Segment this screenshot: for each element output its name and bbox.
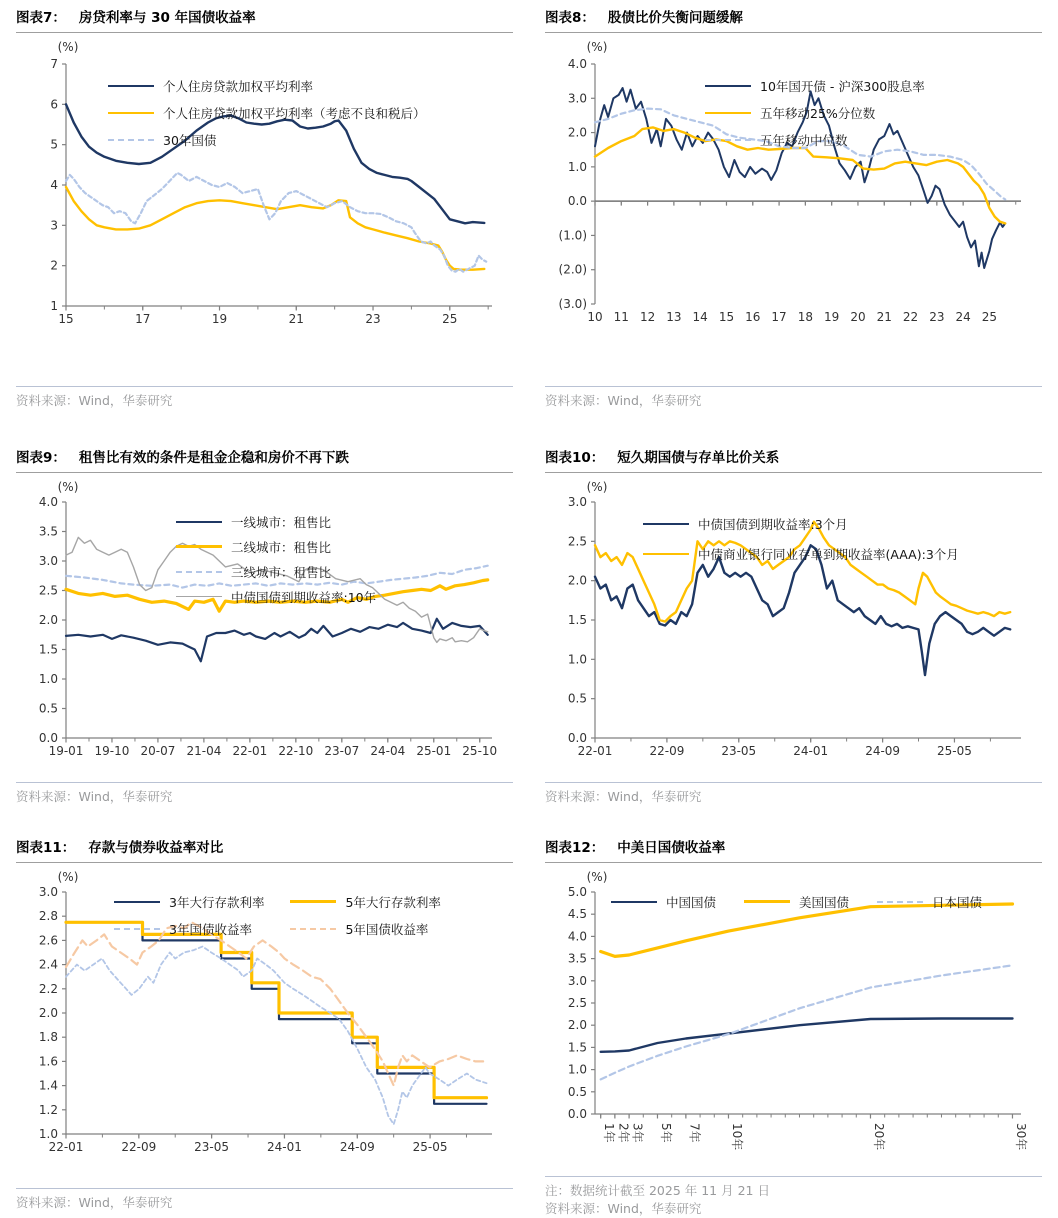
legend-line-swatch — [705, 139, 751, 141]
legend-line-swatch — [108, 112, 154, 114]
chart-legend — [108, 77, 426, 149]
y-tick-label: 3.0 — [38, 884, 58, 899]
legend-line-swatch — [705, 85, 751, 87]
y-tick-label: 3.5 — [567, 951, 587, 966]
y-tick-label: 6 — [50, 97, 58, 112]
y-tick-label: 4 — [50, 177, 58, 192]
x-tick-label: 20-07 — [140, 743, 176, 758]
y-tick-label: (2.0) — [558, 262, 587, 277]
y-tick-label: 2.5 — [38, 583, 58, 598]
figure-title — [16, 840, 513, 857]
y-tick-label: 1.0 — [38, 671, 58, 686]
y-tick-label: 2.0 — [38, 612, 58, 627]
x-tick-label: 12 — [639, 309, 656, 324]
x-tick-label: 20 — [850, 309, 866, 324]
legend-label: 30年国债 — [163, 132, 217, 148]
figure-title — [545, 450, 1042, 467]
chart-legend — [643, 515, 959, 563]
legend-label: 3年大行存款利率 — [169, 894, 265, 910]
source-text: 资料来源：Wind，华泰研究 — [545, 788, 702, 804]
y-tick-label: (3.0) — [558, 296, 587, 311]
legend-label: 一线城市：租售比 — [231, 514, 332, 530]
y-tick-label: 7 — [50, 56, 58, 71]
y-tick-label: 0.0 — [38, 730, 58, 745]
x-tick-label: 18 — [797, 309, 814, 324]
chart-area — [545, 473, 1042, 778]
chart-legend — [705, 77, 925, 149]
y-tick-label: 5 — [50, 137, 58, 152]
x-tick-label: 24 — [955, 309, 971, 324]
legend-item — [176, 563, 376, 581]
x-tick-label: 15 — [58, 311, 74, 326]
legend-item — [290, 893, 440, 911]
x-tick-label: 2年 — [616, 1122, 631, 1143]
x-tick-label: 11 — [613, 309, 629, 324]
y-tick-label: 3.0 — [567, 973, 587, 988]
series-cgb-30y-yield — [66, 173, 486, 272]
legend-label: 10年国开债 - 沪深300股息率 — [760, 78, 925, 94]
legend-label: 个人住房贷款加权平均利率 — [163, 78, 314, 94]
y-tick-label: 2.0 — [567, 573, 587, 588]
x-tick-label: 17 — [771, 309, 787, 324]
x-tick-label: 16 — [745, 309, 761, 324]
chart-area — [16, 473, 513, 778]
x-tick-label: 25-10 — [462, 743, 498, 758]
legend-item — [108, 104, 426, 122]
x-tick-label: 23-07 — [324, 743, 360, 758]
x-tick-label: 22-01 — [577, 743, 613, 758]
legend-label: 日本国债 — [932, 894, 983, 910]
y-axis-unit-label: (%) — [586, 479, 608, 494]
y-tick-label: 0.0 — [567, 1106, 587, 1121]
series-mortgage-rate-after-npl-tax — [66, 187, 484, 270]
x-tick-label: 23 — [365, 311, 381, 326]
legend-line-swatch — [114, 928, 160, 930]
y-tick-label: 1.6 — [38, 1054, 58, 1069]
x-tick-label: 10 — [587, 309, 603, 324]
y-tick-label: 2.4 — [38, 957, 58, 972]
chart-legend — [176, 513, 376, 606]
figure-source — [16, 782, 513, 806]
y-tick-label: 2.5 — [567, 995, 587, 1010]
y-tick-label: 2.0 — [567, 125, 587, 140]
figure-9-header — [16, 450, 513, 473]
x-tick-label: 17 — [135, 311, 151, 326]
x-tick-label: 10年 — [729, 1122, 744, 1151]
x-tick-label: 24-01 — [267, 1139, 302, 1154]
legend-label: 5年国债收益率 — [345, 921, 429, 937]
source-text: 资料来源：Wind，华泰研究 — [16, 392, 173, 408]
legend-item — [705, 104, 925, 122]
legend-label: 5年大行存款利率 — [345, 894, 441, 910]
figure-10-header — [545, 450, 1042, 473]
figure-title-text: 中美日国债收益率 — [617, 840, 726, 856]
x-tick-label: 19 — [824, 309, 840, 324]
figure-source — [545, 782, 1042, 806]
y-tick-label: 4.5 — [567, 907, 587, 922]
x-tick-label: 25-01 — [416, 743, 452, 758]
x-tick-label: 13 — [666, 309, 682, 324]
line-chart-canvas — [545, 868, 1045, 1176]
figure-7-header — [16, 10, 513, 33]
legend-item — [643, 545, 959, 563]
x-tick-label: 5年 — [658, 1122, 673, 1143]
legend-line-swatch — [108, 139, 154, 141]
legend-label: 中债国债到期收益率:3个月 — [698, 516, 848, 532]
legend-line-swatch — [114, 901, 160, 903]
figure-title — [16, 450, 513, 467]
figure-title-text: 房贷利率与 30 年国债收益率 — [78, 10, 256, 26]
x-tick-label: 24-09 — [339, 1139, 375, 1154]
figure-9 — [0, 440, 529, 830]
x-tick-label: 24-09 — [865, 743, 901, 758]
legend-label: 五年移动中位数 — [760, 132, 848, 148]
chart-legend — [611, 893, 982, 911]
figure-title-text: 短久期国债与存单比价关系 — [617, 450, 780, 466]
legend-item — [176, 588, 376, 606]
x-tick-label: 23-05 — [194, 1139, 230, 1154]
x-tick-label: 3年 — [630, 1122, 645, 1143]
figure-source — [16, 1188, 513, 1212]
figure-11 — [0, 830, 529, 1218]
source-text: 资料来源：Wind，华泰研究 — [545, 392, 702, 408]
figure-12-header — [545, 840, 1042, 863]
figure-12 — [529, 830, 1058, 1218]
y-tick-label: 1.0 — [567, 159, 587, 174]
chart-area — [16, 33, 513, 348]
x-tick-label: 20年 — [871, 1122, 886, 1151]
legend-line-swatch — [176, 521, 222, 523]
y-tick-label: 1.4 — [38, 1078, 58, 1093]
legend-item — [877, 893, 982, 911]
legend-line-swatch — [290, 928, 336, 930]
x-tick-label: 22-09 — [121, 1139, 157, 1154]
y-tick-label: 1.5 — [567, 1040, 587, 1055]
y-tick-label: 4.0 — [38, 494, 58, 509]
figure-11-header — [16, 840, 513, 863]
legend-line-swatch — [290, 900, 336, 903]
y-tick-label: (1.0) — [558, 228, 587, 243]
x-tick-label: 22 — [902, 309, 919, 324]
figure-number: 图表12： — [545, 840, 605, 856]
chart-area — [545, 33, 1042, 348]
y-tick-label: 2.2 — [38, 981, 58, 996]
legend-line-swatch — [176, 545, 222, 548]
y-tick-label: 1.0 — [38, 1126, 58, 1141]
legend-label: 中债商业银行同业存单到期收益率(AAA):3个月 — [698, 546, 959, 562]
figure-title-text: 存款与债券收益率对比 — [88, 840, 224, 856]
x-tick-label: 22-01 — [48, 1139, 84, 1154]
figure-source — [545, 386, 1042, 410]
legend-label: 五年移动25%分位数 — [760, 105, 876, 121]
legend-item — [290, 920, 440, 938]
figure-number: 图表9： — [16, 450, 66, 466]
y-tick-label: 1.0 — [567, 652, 587, 667]
x-tick-label: 25 — [981, 309, 998, 324]
y-tick-label: 1 — [50, 298, 58, 313]
legend-label: 美国国债 — [799, 894, 850, 910]
y-tick-label: 4.0 — [567, 929, 587, 944]
legend-label: 三线城市：租售比 — [231, 564, 332, 580]
x-tick-label: 30年 — [1013, 1122, 1028, 1151]
legend-line-swatch — [108, 85, 154, 87]
y-tick-label: 2.5 — [567, 534, 587, 549]
chart-area — [545, 863, 1042, 1176]
figure-title-text: 股债比价失衡问题缓解 — [607, 10, 743, 26]
legend-item — [611, 893, 716, 911]
figure-title-text: 租售比有效的条件是租金企稳和房价不再下跌 — [78, 450, 349, 466]
x-tick-label: 24-01 — [793, 743, 829, 758]
figure-source — [16, 386, 513, 410]
y-axis-unit-label: (%) — [586, 869, 608, 884]
legend-line-swatch — [705, 112, 751, 114]
x-tick-label: 23-05 — [721, 743, 757, 758]
x-tick-label: 7年 — [687, 1122, 702, 1143]
figure-title — [545, 10, 1042, 27]
y-axis-unit-label: (%) — [57, 869, 79, 884]
y-tick-label: 0.0 — [567, 194, 587, 209]
legend-item — [176, 538, 376, 556]
y-tick-label: 1.2 — [38, 1102, 58, 1117]
figure-8 — [529, 0, 1058, 440]
y-tick-label: 0.5 — [567, 691, 587, 706]
x-tick-label: 23 — [929, 309, 945, 324]
series-japan-treasury-curve — [601, 965, 1013, 1079]
y-tick-label: 2 — [50, 258, 58, 273]
legend-item — [176, 513, 376, 531]
figure-number: 图表8： — [545, 10, 595, 26]
legend-line-swatch — [744, 900, 790, 903]
x-tick-label: 24-04 — [370, 743, 406, 758]
x-tick-label: 21 — [288, 311, 304, 326]
chart-area — [16, 863, 513, 1172]
y-tick-label: 0.0 — [567, 730, 587, 745]
x-tick-label: 21 — [876, 309, 892, 324]
legend-label: 3年国债收益率 — [169, 921, 252, 937]
x-tick-label: 14 — [692, 309, 708, 324]
figure-title — [16, 10, 513, 27]
y-tick-label: 2.6 — [38, 933, 58, 948]
y-axis-unit-label: (%) — [586, 39, 608, 54]
y-tick-label: 3.5 — [38, 524, 58, 539]
y-tick-label: 0.5 — [38, 701, 58, 716]
figure-7 — [0, 0, 529, 440]
chart-legend — [114, 893, 441, 938]
legend-line-swatch — [176, 596, 222, 597]
y-tick-label: 0.5 — [567, 1084, 587, 1099]
y-axis-unit-label: (%) — [57, 39, 79, 54]
source-text: 资料来源：Wind，华泰研究 — [16, 1194, 173, 1210]
source-text: 资料来源：Wind，华泰研究 — [16, 788, 173, 804]
figure-note: 注：数据统计截至 2025 年 11 月 21 日 — [545, 1182, 770, 1198]
legend-item — [114, 920, 264, 938]
y-axis-unit-label: (%) — [57, 479, 79, 494]
y-tick-label: 3.0 — [567, 494, 587, 509]
legend-line-swatch — [643, 523, 689, 525]
series-cgb-3y-yield — [66, 946, 487, 1124]
y-tick-label: 2.8 — [38, 909, 58, 924]
legend-item — [744, 893, 849, 911]
x-tick-label: 15 — [718, 309, 735, 324]
legend-item — [108, 77, 426, 95]
legend-line-swatch — [877, 901, 923, 903]
legend-label: 二线城市：租售比 — [231, 539, 332, 555]
x-tick-label: 19 — [211, 311, 228, 326]
y-tick-label: 5.0 — [567, 884, 587, 899]
x-tick-label: 22-10 — [278, 743, 314, 758]
x-tick-label: 22-09 — [649, 743, 685, 758]
y-tick-label: 1.5 — [567, 612, 587, 627]
figure-number: 图表10： — [545, 450, 605, 466]
x-tick-label: 25-05 — [937, 743, 972, 758]
y-tick-label: 3.0 — [567, 91, 587, 106]
x-tick-label: 25 — [442, 311, 458, 326]
legend-label: 中国国债 — [666, 894, 717, 910]
legend-item — [114, 893, 264, 911]
figure-title — [545, 840, 1042, 857]
x-tick-label: 19-10 — [94, 743, 130, 758]
y-tick-label: 3.0 — [38, 553, 58, 568]
y-tick-label: 4.0 — [567, 56, 587, 71]
figure-10 — [529, 440, 1058, 830]
x-tick-label: 1年 — [602, 1122, 617, 1143]
series-cgb-5y-yield — [66, 922, 487, 1085]
x-tick-label: 22-01 — [232, 743, 268, 758]
series-china-treasury-curve — [601, 1018, 1013, 1051]
y-tick-label: 2.0 — [38, 1005, 58, 1020]
legend-line-swatch — [611, 901, 657, 903]
legend-line-swatch — [643, 553, 689, 555]
legend-item — [705, 131, 925, 149]
figure-number: 图表11： — [16, 840, 76, 856]
source-text: 资料来源：Wind，华泰研究 — [545, 1201, 702, 1216]
y-tick-label: 3 — [50, 218, 58, 233]
legend-item — [643, 515, 959, 533]
legend-item — [108, 131, 426, 149]
x-tick-label: 21-04 — [186, 743, 222, 758]
figure-8-header — [545, 10, 1042, 33]
y-tick-label: 1.0 — [567, 1062, 587, 1077]
y-tick-label: 2.0 — [567, 1018, 587, 1033]
series-tier1-city-rent-price-ratio — [66, 619, 488, 662]
series-us-treasury-curve — [601, 904, 1013, 956]
legend-label: 中债国债到期收益率:10年 — [231, 589, 377, 605]
legend-item — [705, 77, 925, 95]
x-tick-label: 19-01 — [48, 743, 84, 758]
y-tick-label: 1.5 — [38, 642, 58, 657]
y-tick-label: 1.8 — [38, 1030, 58, 1045]
legend-line-swatch — [176, 571, 222, 573]
legend-label: 个人住房贷款加权平均利率（考虑不良和税后） — [163, 105, 426, 121]
figure-source — [545, 1176, 1042, 1218]
figure-number: 图表7： — [16, 10, 66, 26]
x-tick-label: 25-05 — [412, 1139, 448, 1154]
